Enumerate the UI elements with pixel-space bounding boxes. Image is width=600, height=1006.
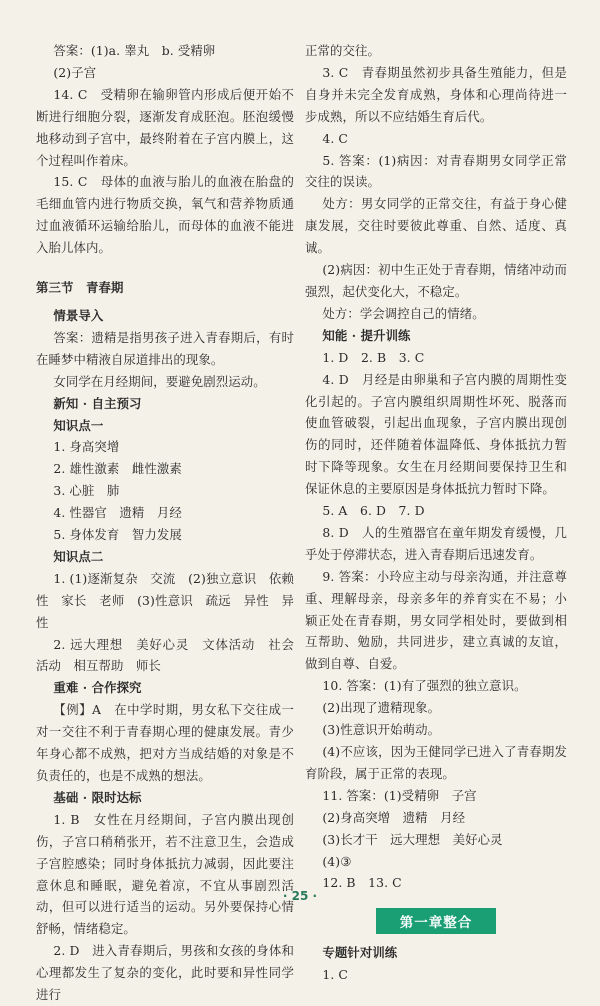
list-item: 5. 身体发育 智力发展 <box>53 527 182 543</box>
answer-line: (2)子宫 <box>53 64 97 80</box>
subheading-basic: 基础 · 限时达标 <box>53 789 142 805</box>
scenario-answer-2: 女同学在月经期间，要避免剧烈运动。 <box>53 373 266 389</box>
list-item: 1. 身高突增 <box>53 439 120 455</box>
subheading-explore: 重难 · 合作探究 <box>53 680 142 696</box>
list-item: 4. 性器官 遗精 月经 <box>53 505 182 521</box>
scenario-answer: 答案：遗精是指男孩子进入青春期后，有时在睡梦中精液自尿道排出的现象。 <box>36 329 294 367</box>
explanation-8: 8. D 人的生殖器官在童年期发育缓慢，几乎处于停滞状态，进入青春期后迅速发育。 <box>305 524 567 562</box>
answer-10: 10. 答案：(1)有了强烈的独立意识。 <box>322 678 527 694</box>
subheading-scenario: 情景导入 <box>53 307 104 323</box>
explanation-3: 3. C 青春期虽然初步具备生殖能力，但是自身并未完全发育成熟，身体和心理尚待进一步成熟，所以不应结婚生育后代。 <box>305 64 567 124</box>
explanation-15: 15. C 母体的血液与胎儿的血液在胎盘的毛细血管内进行物质交换，氧气和营养物质通过血液循环运输给胎儿，而母体的血液不能进入胎儿体内。 <box>36 174 294 256</box>
knowledge-point-2: 知识点二 <box>53 548 104 564</box>
subheading-special: 专题针对训练 <box>322 945 398 961</box>
answer-9: 9. 答案：小玲应主动与母亲沟通，并注意尊重、理解母亲，母亲多年的养育实在不易；小颖正处在青春期，男女同学相处时，要做到相互帮助、勉励，共同进步，建立真诚的友谊，做到自尊、自爱。 <box>305 568 567 672</box>
answer-11-2: (2)身高突增 遗精 月经 <box>322 809 466 825</box>
knowledge-point-1: 知识点一 <box>53 417 104 433</box>
explanation-4: 4. D 月经是由卵巢和子宫内膜的周期性变化引起的。子宫内膜组织周期性坏死、脱落而使血管破裂，引起出血现象，子宫内膜出现创伤的同时，还伴随着体温降低、身体抵抗力暂时下降等现象。女生在月经期间要保持卫生和保证休息的主要原因是身体抵抗力暂时下降。 <box>305 371 567 497</box>
explanation-14: 14. C 受精卵在输卵管内形成后便开始不断进行细胞分裂，逐渐发育成胚泡。胚泡缓慢地移动到子宫中，最终附着在子宫内膜上，这个过程叫作着床。 <box>36 86 294 168</box>
list-item: 1. (1)逐渐复杂 交流 (2)独立意识 依赖性 家长 老师 (3)性意识 疏远 异性 异性 <box>36 570 294 630</box>
explanation-2: 2. D 进入青春期后，男孩和女孩的身体和心理都发生了复杂的变化，此时要和异性同学进行 <box>36 943 294 1003</box>
answer-11: 11. 答案：(1)受精卵 子宫 <box>322 787 477 803</box>
explanation-1: 1. B 女性在月经期间，子宫内膜出现创伤，子宫口稍稍张开，若不注意卫生，会造成子宫腔感染；同时身体抵抗力减弱，因此要注意休息和睡眠，避免着凉，不宜从事剧烈活动，但可以进行适当的运动。另外要保持心情舒畅，情绪稳定。 <box>36 811 294 937</box>
answer-11-4: (4)③ <box>322 853 352 869</box>
right-column <box>305 40 567 986</box>
cause-2: (2)病因：初中生正处于青春期，情绪冲动而强烈，起伏变化大，不稳定。 <box>305 262 567 299</box>
answers-12-13: 12. B 13. C <box>322 875 402 891</box>
answer-10-4: (4)不应该，因为王健同学已进入了青春期发育阶段，属于正常的表现。 <box>305 744 567 781</box>
chapter-banner-wrap <box>305 908 567 934</box>
answer-line: 答案：(1)a. 睾丸 b. 受精卵 <box>53 43 216 58</box>
answers-5-7: 5. A 6. D 7. D <box>322 503 425 519</box>
list-item: 3. 心脏 肺 <box>53 483 120 499</box>
list-item: 2. 雄性激素 雌性激素 <box>53 461 182 477</box>
prescription-1: 处方：男女同学的正常交往，有益于身心健康发展，交往时要彼此尊重、自然、适度、真诚。 <box>305 196 567 256</box>
section-title: 第三节 青春期 <box>36 280 124 296</box>
page-number: · 25 · <box>282 889 318 903</box>
answer-5: 5. 答案：(1)病因：对青春期男女同学正常交往的误读。 <box>305 152 567 190</box>
continued-text: 正常的交往。 <box>305 43 380 58</box>
list-item: 2. 远大理想 美好心灵 文体活动 社会活动 相互帮助 师长 <box>36 636 294 674</box>
answer-10-2: (2)出现了遗精现象。 <box>322 700 441 716</box>
answer-1: 1. C <box>322 967 349 983</box>
left-column <box>36 40 294 1006</box>
prescription-2: 处方：学会调控自己的情绪。 <box>322 305 485 321</box>
answers-1-3: 1. D 2. B 3. C <box>322 349 425 365</box>
subheading-improve: 知能 · 提升训练 <box>322 327 411 343</box>
answer-11-3: (3)长才干 远大理想 美好心灵 <box>322 831 503 847</box>
answer-4: 4. C <box>322 130 349 146</box>
example-answer: 【例】A 在中学时期，男女私下交往成一对一交往不利于青春期心理的健康发展。青少年身心都不成熟，把对方当成结婚的对象是不负责任的，也是不成熟的想法。 <box>36 702 294 783</box>
subheading-preview: 新知 · 自主预习 <box>53 395 142 411</box>
answer-10-3: (3)性意识开始萌动。 <box>322 722 441 738</box>
chapter-banner: 第一章整合 <box>376 908 497 934</box>
